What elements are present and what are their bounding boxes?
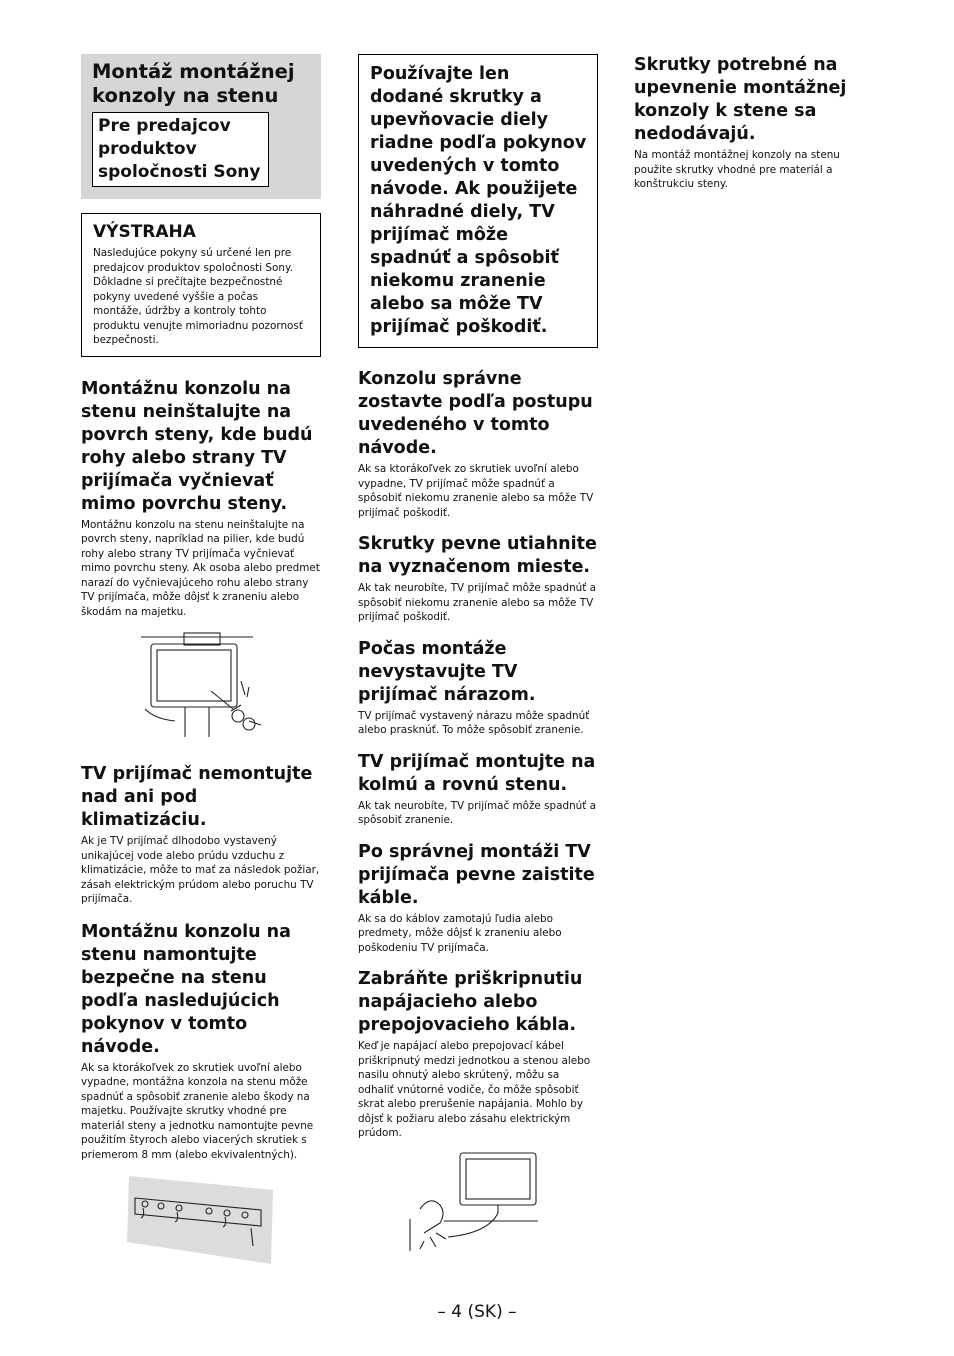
left-column (81, 54, 321, 1268)
warning-box (81, 213, 321, 357)
section-heading-aircon: TV prijímač nemontujte nad ani pod klimatizáciu. (81, 764, 313, 830)
section-text-aircon: Ak je TV prijímač dlhodobo vystavený unikajúcej vode alebo prúdu vzduchu z klimatizácie, môže to mať za následok požiar, zásah elektrickým prúdom alebo poruchu TV prijímača. (81, 835, 320, 905)
section-heading-impact: Počas montáže nevystavujte TV prijímač nárazom. (358, 638, 536, 705)
section-text-tighten: Ak tak neurobíte, TV prijímač môže spadnúť a spôsobiť niekomu zranenie alebo sa môže TV prijímač poškodiť. (358, 582, 597, 623)
section-text-screws-not-supplied: Na montáž montážnej konzoly na stenu použite skrutky vhodné pre materiál a konštrukciu steny. (634, 149, 840, 190)
warning-text: Nasledujúce pokyny sú určené len pre predajcov produktov spoločnosti Sony. Dôkladne si prečítajte bezpečnostné pokyny uvedené vyššie a počas montáže, údržby a kontroly tohto produktu venujte mimoriadnu pozornosť bezpečnosti. (93, 247, 303, 346)
cable-pinch-illustration (358, 1151, 598, 1255)
page-number: – 4 (SK) – (437, 1302, 517, 1322)
wall-bracket-illustration (81, 1172, 321, 1268)
section-heading-corners: Montážnu konzolu na stenu neinštalujte na povrch steny, kde budú rohy alebo strany TV prijímača vyčnievať mimo povrchu steny. (81, 378, 313, 514)
section-heading-tighten: Skrutky pevne utiahnite na vyznačenom mieste. (358, 534, 597, 577)
section-heading-vertical-wall: TV prijímač montujte na kolmú a rovnú stenu. (358, 751, 596, 795)
section-text-pinching: Keď je napájací alebo prepojovací kábel priškripnutý medzi jednotkou a stenou alebo nasilu ohnutý alebo skrútený, môžu sa odhaliť vnútorné vodiče, čo môže spôsobiť skrat alebo prerušenie napájania. Mohlo by dôjsť k požiaru alebo zásahu elektrickým prúdom. (358, 1040, 591, 1139)
section-text-secure: Ak sa ktorákoľvek zo skrutiek uvoľní alebo vypadne, montážna konzola na stenu môže spadnúť a spôsobiť zranenie alebo škody na majetku. Používajte skrutky vhodné pre materiál steny a jednotku namontujte pevne použitím štyroch alebo viacerých skrutiek s priemerom 8 mm (alebo ekvivalentných). (81, 1061, 314, 1161)
section-heading-assemble: Konzolu správne zostavte podľa postupu uvedeného v tomto návode. (358, 369, 593, 458)
section-title-box (81, 54, 321, 199)
pillar-illustration (81, 631, 321, 739)
section-heading-secure: Montážnu konzolu na stenu namontujte bezpečne na stenu podľa nasledujúcich pokynov v tomto návode. (81, 921, 291, 1057)
section-text-corners: Montážnu konzolu na stenu neinštalujte na povrch steny, napríklad na pilier, kde budú rohy alebo strany TV prijímača vyčnievať mimo povrchu steny. Ak osoba alebo predmet narazí do vyčnievajúceho rohu alebo strany TV prijímača, môže dôjsť k zraneniu alebo škodám na majetku. (81, 518, 320, 618)
section-text-cables: Ak sa do káblov zamotajú ľudia alebo predmety, môže dôjsť k zraneniu alebo poškodeniu TV prijímača. (358, 912, 562, 954)
section-heading-screws-not-supplied: Skrutky potrebné na upevnenie montážnej konzoly k stene sa nedodávajú. (634, 55, 847, 144)
page-title: Montáž montážnej konzoly na stenu (92, 60, 295, 107)
right-column (634, 54, 874, 192)
section-text-assemble: Ak sa ktorákoľvek zo skrutiek uvoľní alebo vypadne, TV prijímač môže spadnúť a spôsobiť niekomu zranenie alebo sa môže TV prijímač poškodiť. (358, 463, 594, 519)
dealer-label-box: Pre predajcov produktov spoločnosti Sony (92, 112, 269, 187)
section-heading-pinching: Zabráňte priškripnutiu napájacieho alebo prepojovacieho kábla. (358, 969, 583, 1035)
middle-column (358, 54, 598, 1255)
section-heading-cables: Po správnej montáži TV prijímača pevne zaistite káble. (358, 841, 595, 908)
screws-warning-box: Používajte len dodané skrutky a upevňovacie diely riadne podľa pokynov uvedených v tomto návode. Ak použijete náhradné diely, TV prijímač môže spadnúť a spôsobiť niekomu zranenie alebo sa môže TV prijímač poškodiť. (358, 54, 598, 348)
section-text-impact: TV prijímač vystavený nárazu môže spadnúť alebo prasknúť. To môže spôsobiť zranenie. (358, 709, 590, 736)
warning-title: VÝSTRAHA (93, 222, 196, 242)
section-text-vertical-wall: Ak tak neurobíte, TV prijímač môže spadnúť a spôsobiť zranenie. (358, 799, 597, 826)
